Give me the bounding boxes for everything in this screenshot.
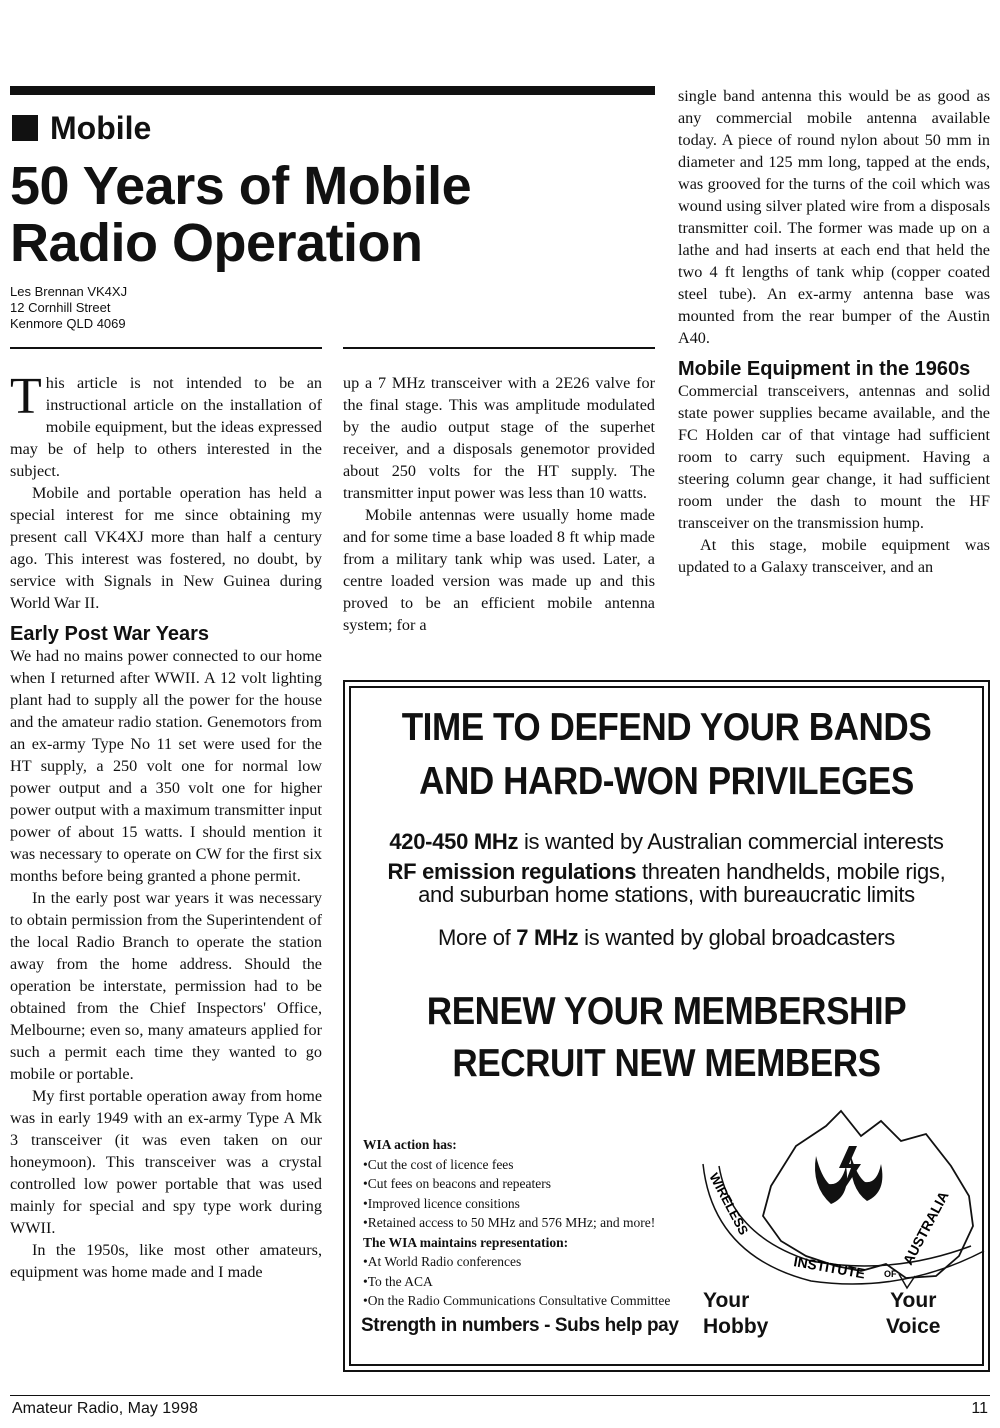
list-item: • To the ACA [363, 1272, 670, 1292]
section-square-icon [12, 115, 38, 141]
column-2 [343, 372, 655, 636]
title-line-2: Radio Operation [10, 213, 423, 273]
your-hobby-line-1: Your [703, 1289, 750, 1312]
list-item: • Cut fees on beacons and repeaters [363, 1174, 670, 1194]
byline-city: Kenmore QLD 4069 [10, 316, 126, 331]
ad-headline-1: TIME TO DEFEND YOUR BANDS [401, 706, 932, 749]
footer-page-number: 11 [971, 1400, 988, 1417]
wia-action-list [363, 1135, 670, 1311]
column-1-rule [10, 347, 322, 349]
title-line-1: 50 Years of Mobile [10, 156, 472, 216]
paragraph: Mobile and portable operation has held a special interest for me since obtaining my present call VK4XJ more than half a century ago. This interest was fostered, no doubt, by service with Signals in New Guinea during World War II. [10, 484, 322, 612]
byline-author: Les Brennan VK4XJ [10, 284, 128, 299]
paragraph: In the early post war years it was necessary to obtain permission from the Superintendent of the local Radio Branch to operate the station away from the home address. Should the operation be interstate, permission had to be obtained from the Chief Inspectors' Office, Melbourne; even so, many amateurs applied for such a permit each time they wanted to go mobile or portable. [10, 889, 322, 1083]
column-1 [10, 368, 322, 1283]
subheading-1960s: Mobile Equipment in the 1960s [678, 358, 971, 380]
list-item: • Improved licence consitions [363, 1194, 670, 1214]
logo-wireless-text: WIRELESS [706, 1170, 752, 1238]
logo-institute-text: INSTITUTE [792, 1253, 867, 1282]
paragraph: Mobile antennas were usually home made and for some time a base loaded 8 ft whip made from a military tank whip was used. Later, a centre loaded version was made up and this proved to be an efficient mobile antenna system; for a [343, 506, 655, 634]
paragraph-text: his article is not intended to be an instructional article on the installation of mobile equipment, but the ideas expressed may be of help to others interested in the subject. [10, 374, 322, 480]
ad-line-rf-rest: threaten handhelds, mobile rigs, [636, 859, 946, 884]
ad-line-7mhz-pre: More of [438, 925, 517, 950]
ad-line-rf [351, 859, 982, 884]
ad-your-voice [886, 1288, 940, 1340]
your-voice-line-2: Voice [886, 1315, 941, 1338]
ad-renew: RENEW YOUR MEMBERSHIP [426, 990, 907, 1033]
ad-strength-tagline: Strength in numbers - Subs help pay [361, 1315, 679, 1336]
ad-line-420 [351, 829, 982, 854]
list-item: • Retained access to 50 MHz and 576 MHz; and more! [363, 1213, 670, 1233]
paragraph: up a 7 MHz transceiver with a 2E26 valve for the final stage. This was amplitude modulated by the audio output stage of the superhet receiver, and a disposals genemotor provided about 250 volts for the HT supply. The transmitter input power was less than 10 watts. [343, 374, 655, 502]
your-voice-line-1: Your [890, 1289, 937, 1312]
ad-line-420-rest: is wanted by Australian commercial interests [518, 829, 944, 854]
byline [10, 284, 127, 332]
article-title [10, 158, 655, 272]
representation-header: The WIA maintains representation: [363, 1234, 569, 1250]
logo-of-text: OF [884, 1269, 897, 1279]
paragraph [10, 368, 322, 482]
wia-logo-icon [701, 1106, 986, 1296]
paragraph: We had no mains power connected to our home when I returned after WWII. A 12 volt lighting plant had to supply all the power for the house and the amateur radio station. Genemotors from an ex-army Type No 11 set were used for the HT supply, a 250 volt one for normal low power output and a 350 volt one for higher power output with a maximum transmitter input power of about 15 watts. I should mention it was necessary to operate on CW for the first six months before being granted a phone permit. [10, 647, 322, 885]
paragraph: My first portable operation away from home was in early 1949 with an ex-army Type A Mk 3 transceiver (it was even taken on our honeymoon). This transceiver was a crystal controlled low power portable that was used mainly for special and spy type work during WWII. [10, 1087, 322, 1237]
ad-line-suburban: and suburban home stations, with bureaucratic limits [418, 882, 915, 907]
ad-line-7mhz-bold: 7 MHz [516, 925, 579, 950]
action-header: WIA action has: [363, 1137, 457, 1152]
ad-line-rf-bold: RF emission regulations [387, 859, 637, 884]
wia-advertisement [343, 680, 990, 1372]
ad-line-7mhz [351, 925, 982, 950]
header-rule [10, 86, 655, 95]
list-item: • On the Radio Communications Consultative Committee [363, 1291, 670, 1311]
ad-recruit: RECRUIT NEW MEMBERS [452, 1042, 881, 1085]
paragraph: At this stage, mobile equipment was updated to a Galaxy transceiver, and an [678, 536, 990, 576]
paragraph: In the 1950s, like most other amateurs, equipment was home made and I made [10, 1241, 322, 1281]
ad-headline-2: AND HARD-WON PRIVILEGES [419, 760, 914, 803]
section-tag [12, 108, 151, 148]
ad-line-7mhz-rest: is wanted by global broadcasters [578, 925, 895, 950]
paragraph: Commercial transceivers, antennas and solid state power supplies became available, and the FC Holden car of that vintage had sufficient room to carry such equipment. Having a steering column gear change, it had sufficient room under the dash to mount the HF transceiver on the transmission hump. [678, 382, 990, 532]
footer-rule [10, 1395, 990, 1396]
section-label: Mobile [50, 110, 152, 146]
subheading-early-post-war: Early Post War Years [10, 623, 210, 645]
paragraph: single band antenna this would be as good as any commercial mobile antenna available today. A piece of round nylon about 50 mm in diameter and 125 mm long, tapped at the ends, was grooved for the turns of the coil which was wound using silver plated wire from a disposals transmitter coil. The former was made up on a lathe and had inserts at each end that held the two 4 ft lengths of tank whip (copper coated steel tube). An ex-army antenna base was mounted from the rear bumper of the Austin A40. [678, 87, 990, 347]
byline-street: 12 Cornhill Street [10, 300, 111, 315]
list-item: • Cut the cost of licence fees [363, 1155, 670, 1175]
drop-cap: T [10, 368, 42, 425]
ad-your-hobby [703, 1288, 768, 1340]
logo-australia-text: AUSTRALIA [899, 1188, 952, 1268]
list-item: • At World Radio conferences [363, 1252, 670, 1272]
column-2-rule [343, 347, 655, 349]
footer-publication: Amateur Radio, May 1998 [12, 1400, 198, 1417]
ad-line-420-bold: 420-450 MHz [389, 829, 519, 854]
your-hobby-line-2: Hobby [703, 1315, 769, 1338]
column-3 [678, 85, 990, 578]
ad-inner-frame [349, 686, 984, 1366]
